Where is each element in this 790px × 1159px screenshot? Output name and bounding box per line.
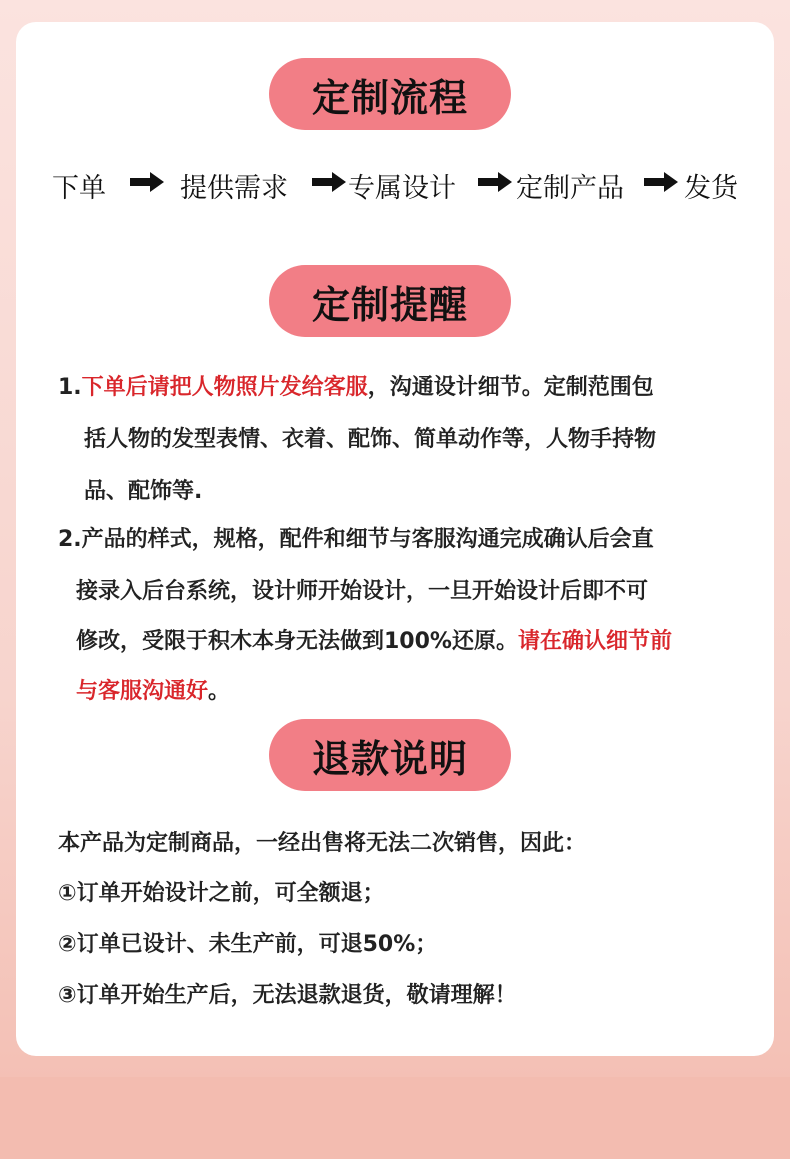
reminder-item-2-line-1 xyxy=(58,522,654,553)
flow-step-design: 专属设计 xyxy=(348,173,456,204)
reminder-item-1-highlight: 下单后请把人物照片发给客服 xyxy=(81,375,368,400)
reminder-item-2-line-4 xyxy=(76,674,230,705)
refund-item-2: ②订单已设计、未生产前，可退50%； xyxy=(58,932,438,957)
flow-step-shipping: 发货 xyxy=(684,173,738,204)
reminder-item-1-line-3: 品、配饰等. xyxy=(84,479,203,504)
section-title-reminder: 定制提醒 xyxy=(269,265,511,337)
flow-step-order: 下单 xyxy=(52,173,106,204)
refund-item-1: ①订单开始设计之前，可全额退； xyxy=(58,881,385,906)
right-arrow-icon xyxy=(644,172,678,192)
reminder-item-1-line-1 xyxy=(58,370,654,401)
reminder-item-2-plain: 修改，受限于积木本身无法做到100%还原。 xyxy=(76,629,518,654)
right-arrow-icon xyxy=(478,172,512,192)
flow-step-requirements: 提供需求 xyxy=(180,173,288,204)
refund-item-3: ③订单开始生产后，无法退款退货，敬请理解！ xyxy=(58,983,517,1008)
bottom-band xyxy=(0,1077,790,1159)
reminder-item-1-number: 1. xyxy=(58,375,82,400)
reminder-item-2-text: 产品的样式，规格，配件和细节与客服沟通完成确认后会直 xyxy=(81,527,654,552)
reminder-item-2-period: 。 xyxy=(208,679,231,704)
reminder-item-1-text: ，沟通设计细节。定制范围包 xyxy=(367,375,654,400)
section-title-process: 定制流程 xyxy=(269,58,511,130)
reminder-item-2-highlight-end: 与客服沟通好 xyxy=(76,679,209,704)
reminder-item-1-line-2: 括人物的发型表情、衣着、配饰、简单动作等，人物手持物 xyxy=(84,427,657,452)
reminder-item-2-number: 2. xyxy=(58,527,82,552)
reminder-item-2-line-3 xyxy=(76,624,672,655)
reminder-item-2-line-2: 接录入后台系统，设计师开始设计，一旦开始设计后即不可 xyxy=(76,579,649,604)
process-flow xyxy=(50,166,750,210)
right-arrow-icon xyxy=(312,172,346,192)
section-title-refund: 退款说明 xyxy=(269,719,511,791)
refund-intro: 本产品为定制商品，一经出售将无法二次销售，因此： xyxy=(58,831,587,856)
right-arrow-icon xyxy=(130,172,164,192)
flow-step-production: 定制产品 xyxy=(516,173,624,204)
reminder-item-2-highlight: 请在确认细节前 xyxy=(517,629,672,654)
